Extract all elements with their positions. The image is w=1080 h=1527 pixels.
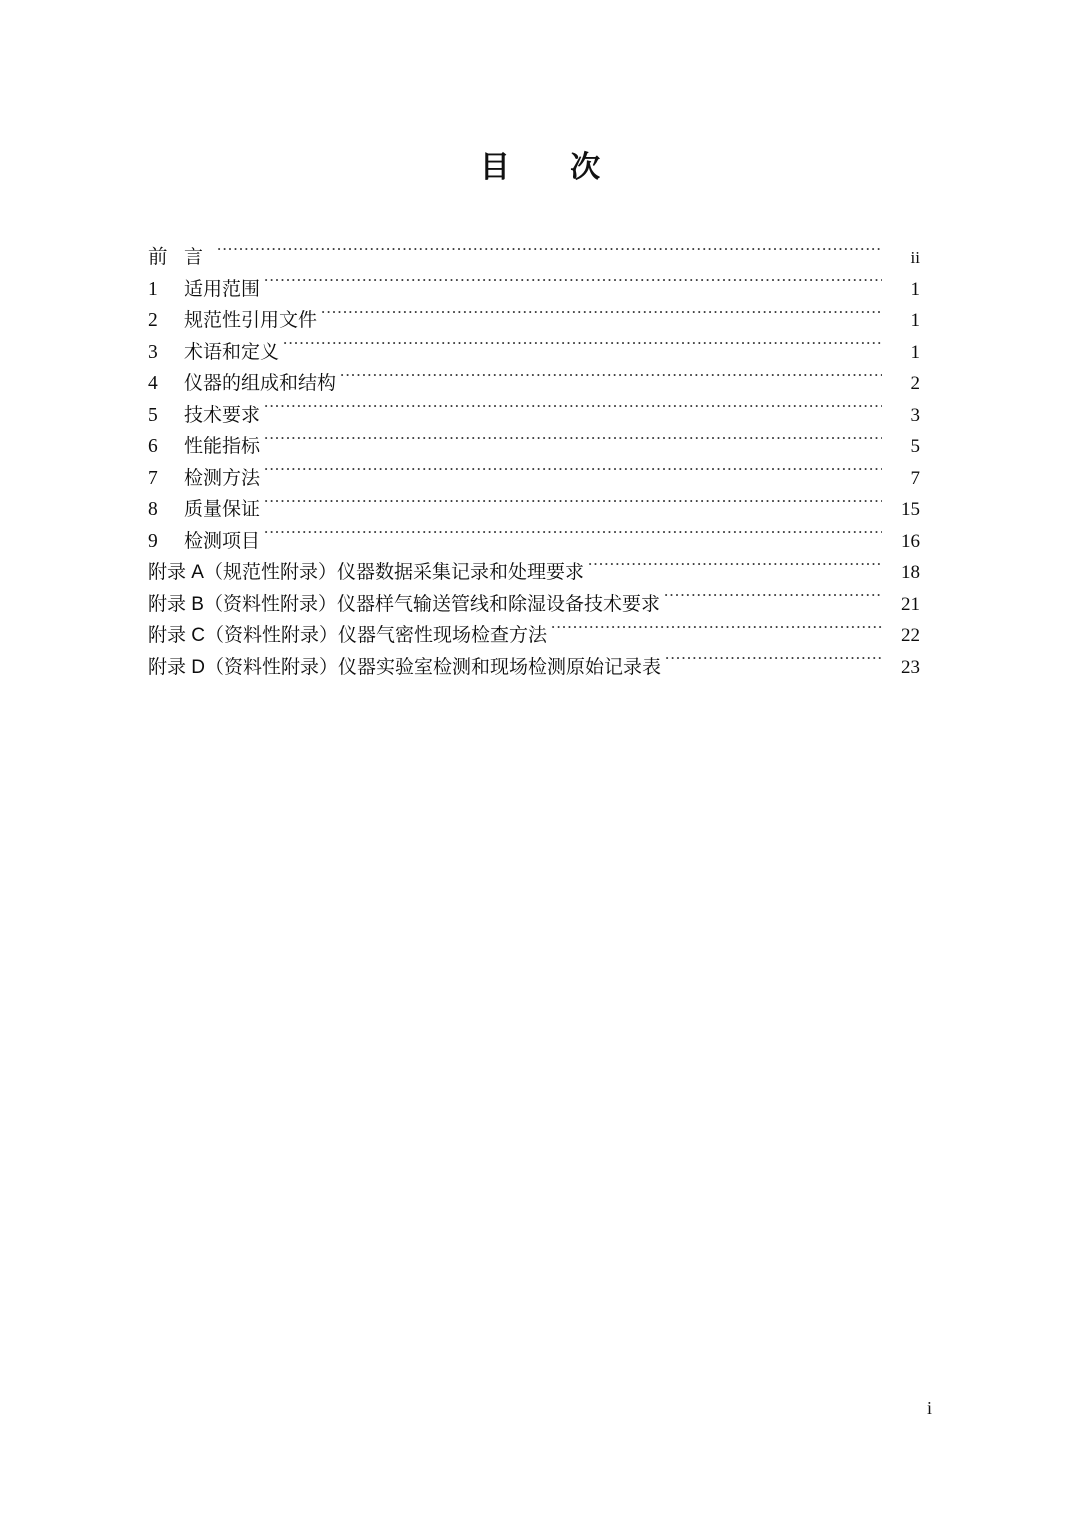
toc-entry-label: 检测方法 (184, 467, 261, 489)
toc-entry-page: 22 (901, 625, 920, 646)
toc-leader-dots (551, 622, 882, 641)
toc-entry-page: ii (910, 248, 920, 267)
toc-entry-clause-9[interactable] (148, 526, 920, 558)
toc-entry-appendix-a[interactable] (148, 557, 920, 589)
toc-leader-dots (588, 559, 882, 578)
toc-entry-page: 7 (910, 467, 920, 489)
toc-leader-dots (264, 496, 882, 515)
toc-entry-label: 附录 C（资料性附录）仪器气密性现场检查方法 (148, 625, 548, 646)
toc-leader-dots (217, 244, 882, 263)
toc-entry-clause-2[interactable] (148, 305, 920, 337)
toc-entry-label: 附录 A（规范性附录）仪器数据采集记录和处理要求 (148, 562, 584, 583)
toc-entry-number: 8 (148, 499, 158, 520)
page-footer-number: i (926, 1398, 932, 1418)
toc-entry-clause-3[interactable] (148, 337, 920, 369)
toc-entry-page: 1 (910, 278, 920, 300)
toc-entry-page: 1 (910, 341, 920, 363)
toc-entry-number: 2 (148, 310, 158, 331)
toc-entry-page: 21 (901, 593, 920, 615)
toc-leader-dots (264, 402, 882, 421)
toc-entry-label: 规范性引用文件 (184, 310, 318, 331)
toc-entry-label: 技术要求 (184, 404, 261, 426)
toc-entry-label: 附录 B（资料性附录）仪器样气输送管线和除湿设备技术要求 (148, 593, 660, 615)
page-title: 目 次 (479, 151, 627, 184)
toc-leader-dots (264, 528, 882, 547)
toc-entry-page: 3 (910, 404, 920, 426)
toc-entry-number: 前 (148, 247, 168, 268)
toc-entry-page: 1 (910, 310, 920, 331)
toc-entry-label: 质量保证 (184, 499, 261, 520)
toc-leader-dots (283, 339, 882, 358)
toc-entry-page: 5 (910, 436, 920, 457)
toc-entry-clause-5[interactable] (148, 400, 920, 432)
toc-entry-label: 术语和定义 (184, 341, 280, 363)
toc-entry-foreword[interactable] (148, 242, 920, 274)
toc-entry-clause-8[interactable] (148, 494, 920, 526)
toc-entry-page: 23 (901, 656, 920, 678)
toc-leader-dots (264, 465, 882, 484)
toc-entry-appendix-d[interactable] (148, 652, 920, 684)
toc-entry-number: 9 (148, 530, 158, 552)
toc-entry-clause-4[interactable] (148, 368, 920, 400)
toc-entry-label: 附录 D（资料性附录）仪器实验室检测和现场检测原始记录表 (148, 656, 662, 678)
toc-entry-label: 检测项目 (184, 530, 261, 552)
toc-entry-label: 言 (184, 247, 218, 268)
toc-leader-dots (665, 654, 882, 673)
toc-entry-appendix-c[interactable] (148, 620, 920, 652)
toc-entry-label: 仪器的组成和结构 (184, 373, 337, 394)
toc-leader-dots (264, 276, 882, 295)
toc-entry-page: 16 (901, 530, 920, 552)
toc-entry-label: 适用范围 (184, 278, 261, 300)
toc-entry-number: 6 (148, 436, 158, 457)
toc-entry-appendix-b[interactable] (148, 589, 920, 621)
table-of-contents (148, 242, 920, 683)
toc-entry-number: 5 (148, 404, 158, 426)
toc-entry-number: 3 (148, 341, 158, 363)
toc-entry-page: 15 (901, 499, 920, 520)
toc-leader-dots (264, 433, 882, 452)
toc-entry-number: 1 (148, 278, 158, 300)
toc-entry-label: 性能指标 (184, 436, 261, 457)
toc-entry-number: 4 (148, 373, 158, 394)
toc-leader-dots (321, 307, 882, 326)
toc-entry-clause-7[interactable] (148, 463, 920, 495)
toc-leader-dots (664, 591, 882, 610)
toc-leader-dots (340, 370, 882, 389)
toc-entry-clause-6[interactable] (148, 431, 920, 463)
toc-entry-number: 7 (148, 467, 158, 489)
toc-entry-page: 2 (910, 373, 920, 394)
toc-entry-clause-1[interactable] (148, 274, 920, 306)
toc-entry-page: 18 (901, 562, 920, 583)
